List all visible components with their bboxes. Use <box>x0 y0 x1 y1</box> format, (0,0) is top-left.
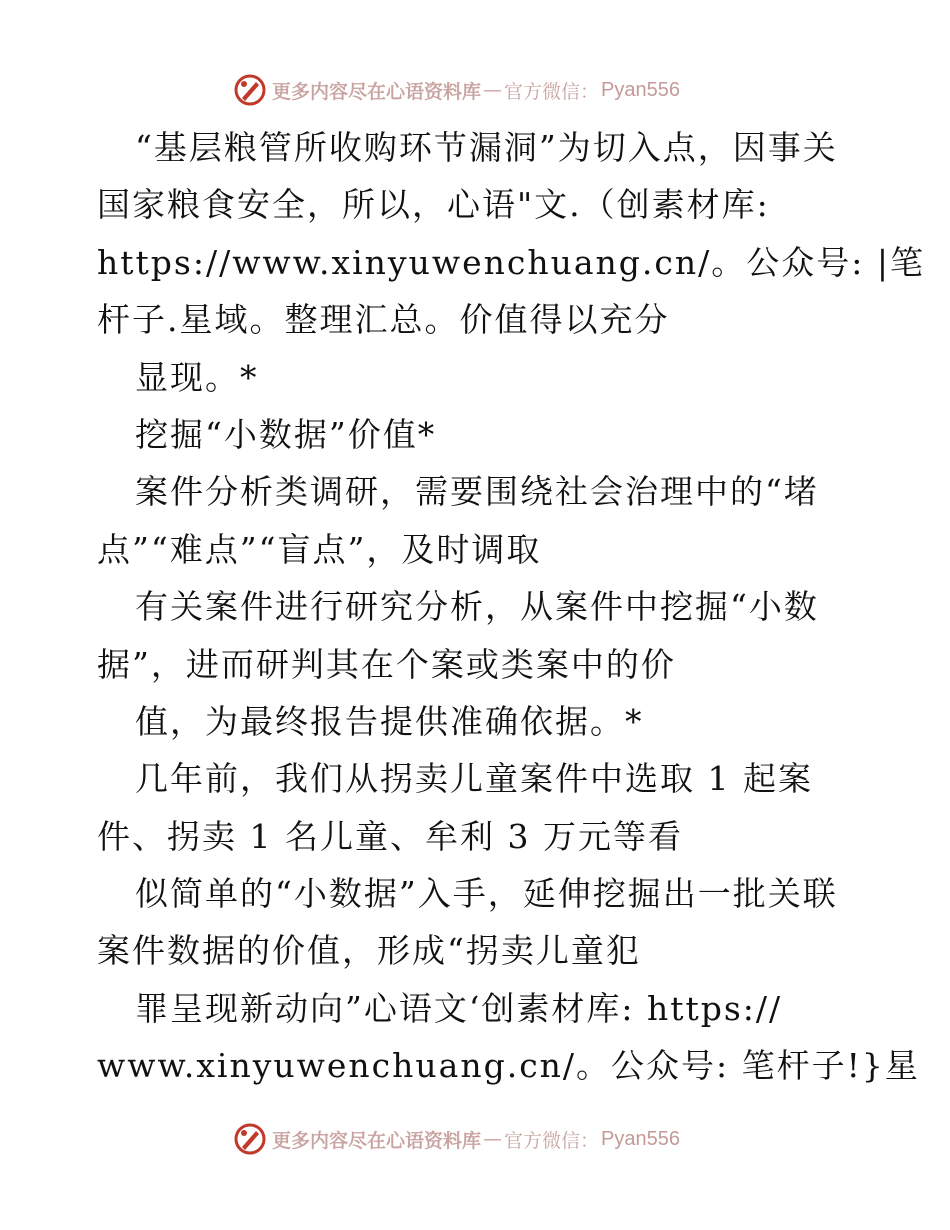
body-line: 值，为最终报告提供准确依据。* <box>135 701 644 741</box>
watermark-main-text: 更多内容尽在心语资料库 <box>272 1129 482 1152</box>
watermark-suffix: 官方微信： <box>504 80 600 103</box>
document-body <box>97 119 925 1095</box>
body-line: 似简单的“小数据”入手，延伸挖掘出一批关联 <box>135 874 838 914</box>
body-line: 点”“难点”“盲点”，及时调取 <box>97 529 542 569</box>
watermark-main-text: 更多内容尽在心语资料库 <box>272 80 482 103</box>
section-heading: 挖掘“小数据”价值* <box>135 414 437 454</box>
body-line: 据”，进而研判其在个案或类案中的价 <box>97 644 676 684</box>
watermark-wechat-id: Pyan556 <box>601 1127 680 1150</box>
body-line: 杆子.星域。整理汇总。价值得以充分 <box>97 300 670 340</box>
brand-logo-icon <box>232 72 268 108</box>
body-line: 罪呈现新动向”心语文‘创素材库: https:// <box>135 988 783 1028</box>
footer-watermark <box>232 1121 680 1157</box>
body-line: 有关案件进行研究分析，从案件中挖掘“小数 <box>135 587 819 627</box>
brand-logo-icon <box>232 1121 268 1157</box>
body-line: https://www.xinyuwenchuang.cn/。公众号: |笔 <box>97 242 925 282</box>
watermark-suffix: 官方微信： <box>504 1129 600 1152</box>
body-line: www.xinyuwenchuang.cn/。公众号: 笔杆子!}星 <box>97 1046 920 1086</box>
body-line: 件、拐卖 1 名儿童、牟利 3 万元等看 <box>97 816 683 856</box>
body-line: 显现。* <box>135 357 259 397</box>
watermark-separator: — <box>483 1128 503 1150</box>
body-line: 案件分析类调研，需要围绕社会治理中的“堵 <box>135 472 819 512</box>
watermark-separator: — <box>483 79 503 101</box>
body-line: “基层粮管所收购环节漏洞”为切入点，因事关 <box>135 128 838 167</box>
body-line: 案件数据的价值，形成“拐卖儿童犯 <box>97 931 641 971</box>
watermark-wechat-id: Pyan556 <box>601 78 680 101</box>
body-line: 几年前，我们从拐卖儿童案件中选取 1 起案 <box>135 759 813 799</box>
header-watermark <box>232 72 680 108</box>
body-line: 国家粮食安全，所以，心语"文.（创素材库: <box>97 185 770 225</box>
